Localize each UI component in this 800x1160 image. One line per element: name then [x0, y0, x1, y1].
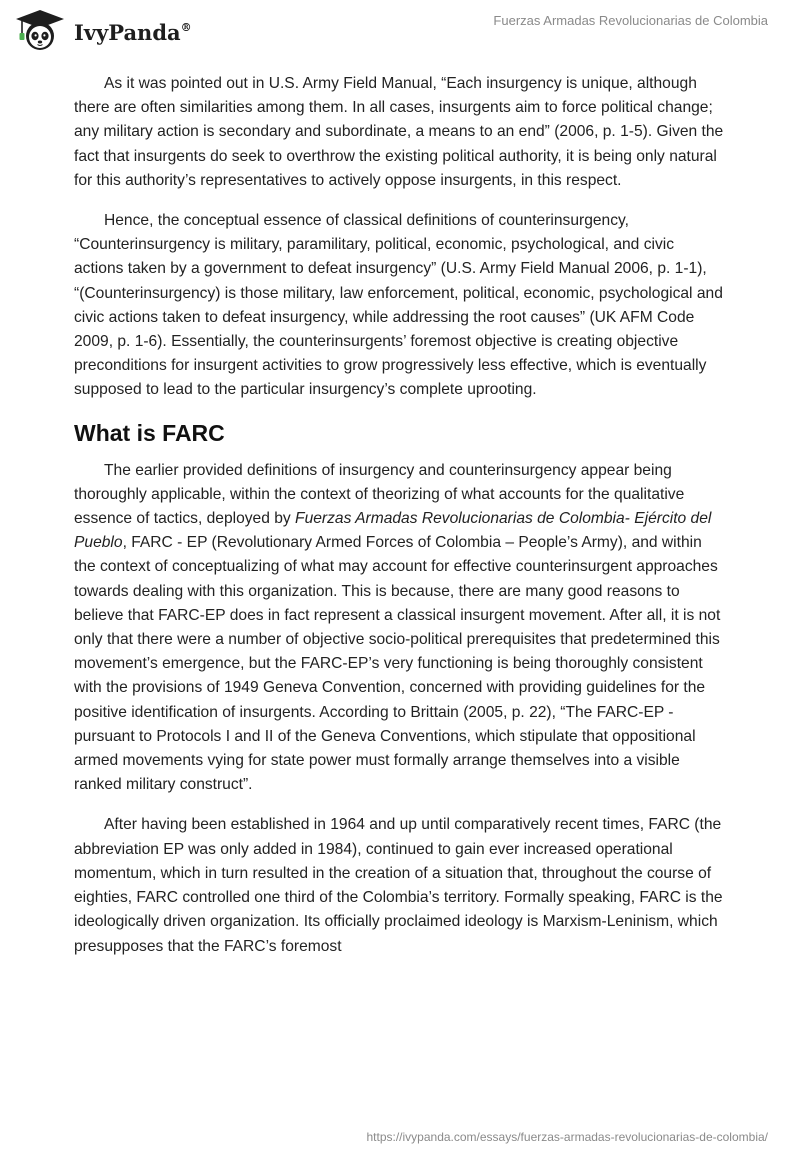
panda-graduate-icon: [14, 8, 66, 52]
paragraph-2: Hence, the conceptual essence of classical definitions of counterinsurgency, “Counterinsurgency is military, paramilitary, political, economic, psychological, and civic actions taken by a government to defeat insurgency” (U.S. Army Field Manual 2006, p. 1-1), “(Counterinsurgency) is those military, law enforcement, political, economic, psychological and civic actions taken to defeat insurgency, while addressing the root causes” (UK AFM Code 2009, p. 1-6). Essentially, the counterinsurgents’ foremost objective is creating objective preconditions for insurgent activities to grow progressively less effective, which is eventually supposed to lead to the particular insurgency’s complete uprooting.: [74, 212, 723, 399]
paragraph-1: As it was pointed out in U.S. Army Field Manual, “Each insurgency is unique, although there are often similarities among them. In all cases, insurgents aim to force political change; any military action is secondary and subordinate, a means to an end” (2006, p. 1-5). Given the fact that insurgents do seek to overthrow the existing political authority, it is being only natural for this authority’s representatives to actively oppose insurgents, in this respect.: [74, 75, 724, 189]
page-header: [0, 0, 800, 60]
source-url[interactable]: https://ivypanda.com/essays/fuerzas-armadas-revolucionarias-de-colombia/: [366, 1130, 768, 1144]
italic-organization-name: Fuerzas Armadas Revolucionarias de Colombia- Ejército del Pueblo: [74, 510, 712, 552]
section-heading: What is FARC: [74, 419, 225, 446]
paragraph-4: After having been established in 1964 and up until comparatively recent times, FARC (the abbreviation EP was only added in 1984), continued to gain ever increased operational momentum, which in turn resulted in the creation of a situation that, throughout the course of eighties, FARC controlled one third of the Colombia’s territory. Formally speaking, FARC is the ideologically driven organization. Its officially proclaimed ideology is Marxism-Leninism, which presupposes that the FARC’s foremost: [74, 816, 723, 955]
brand-name: IvyPanda®: [74, 19, 192, 45]
ivypanda-logo[interactable]: [14, 8, 192, 52]
essay-content: [74, 72, 726, 975]
paragraph-3: The earlier provided definitions of insurgency and counterinsurgency appear being thoroughly applicable, within the context of theorizing of what accounts for the qualitative essence of tactics, deployed by Fuerzas Armadas Revolucionarias de Colombia- Ejército del Pueblo, FARC - EP (Revolutionary Armed Forces of Colombia – People’s Army), and within the context of conceptualizing of what may account for effective counterinsurgent approaches towards dealing with this organization. This is because, there are many good reasons to believe that FARC-EP does in fact represent a classical insurgent movement. After all, it is not only that there were a number of objective socio-political prerequisites that predetermined this movement’s emergence, but the FARC-EP’s very functioning is being thoroughly consistent with the provisions of 1949 Geneva Convention, concerned with providing guidelines for the positive identification of insurgents. According to Brittain (2005, p. 22), “The FARC-EP - pursuant to Protocols I and II of the Geneva Conventions, which stipulate that oppositional armed movements vying for state power must formally arrange themselves into a visible ranked military construct”.: [74, 461, 721, 794]
running-title: Fuerzas Armadas Revolucionarias de Colombia: [493, 13, 768, 28]
